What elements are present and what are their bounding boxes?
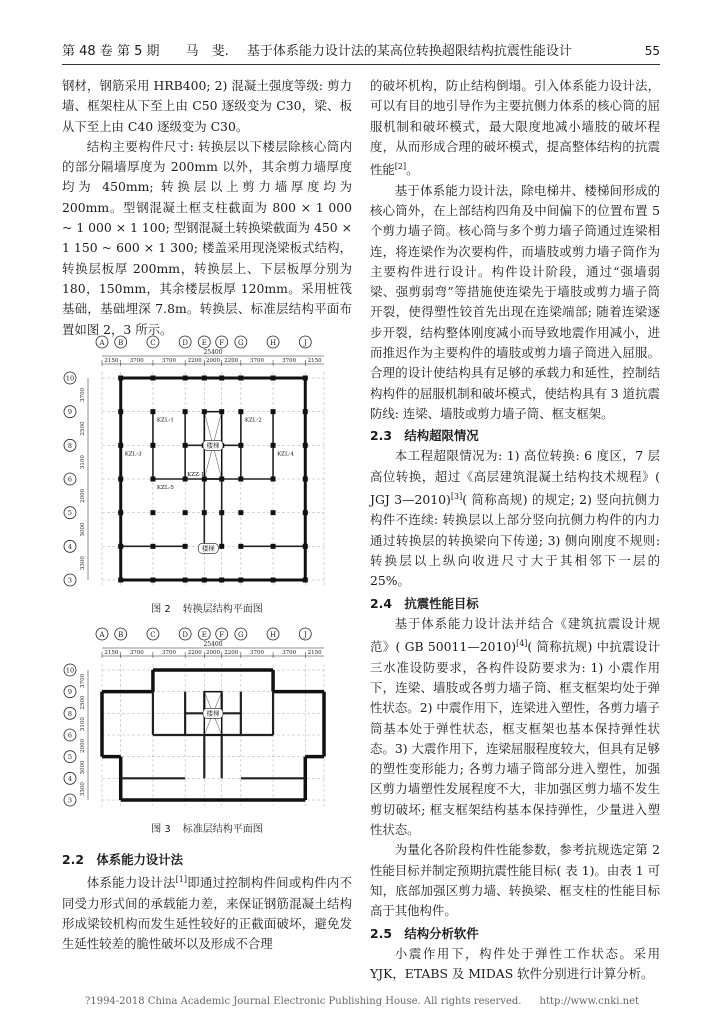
side-dimension: 3300 [80,556,86,571]
frame-column [271,510,276,515]
figure-2-caption [62,600,352,615]
figure-2-title: 转换层结构平面图 [182,604,263,615]
frame-column [238,510,243,515]
total-dimension: 25400 [203,641,223,648]
frame-column [219,510,224,515]
segment-dimension: 2200 [224,650,239,656]
text-span: ( 简称抗规) 中抗震设计三水准设防要求，各构件设防要求为: 1) 小震作用下，连梁、墙肢或各剪力墙子筒、框支框架均处于弹性状态。2) 中震作用下，连梁进入塑性，各剪力墙子筒基本处于弹性状态，框支框架也基本保持弹性状态。3) 大震作用下，连梁屈服程度较大，但具有足够的塑性变形能力; 各剪力墙子筒部分进入塑性，加强区剪力墙塑性发展程度不大，非加强区剪力墙不发生剪切破坏; 框支框架结构基本保持弹性，少量进入塑性状态。 [370,639,660,838]
axis-label: E [201,631,207,639]
frame-column [150,578,155,583]
segment-dimension: 2200 [187,358,202,364]
frame-column [150,544,155,549]
side-dimension: 3000 [80,522,86,537]
author-name: 马 斐. [185,44,229,59]
right-column [370,76,660,984]
citation-ref: [4] [516,639,528,649]
segment-dimension: 2150 [307,650,322,656]
axis-label: A [99,339,105,347]
header-rule [62,64,660,65]
frame-column [150,510,155,515]
paragraph-analysis-software: 小震作用下，构件处于弹性工作状态。采用 YJK，ETABS 及 MIDAS 软件分别进行计算分析。 [370,945,660,982]
heading-2-5: 2.5 结构分析软件 [370,925,479,941]
citation-ref: [3] [450,492,463,502]
frame-column [150,443,155,448]
text-span: 体系能力设计法 [86,875,176,891]
transfer-floor-plan-drawing [62,334,352,596]
side-dimension: 3700 [80,387,86,402]
side-dimension: 3700 [80,673,86,688]
frame-column [183,510,188,515]
frame-column [150,477,155,482]
text-span: 。 [406,162,419,178]
axis-label: J [303,339,307,347]
segment-dimension: 2000 [206,358,220,364]
member-label: KZL-2 [244,417,262,424]
frame-column [219,544,224,549]
stair-label: 楼梯 [206,441,220,450]
member-label: KZL-4 [277,451,295,458]
segment-dimension: 2150 [307,358,322,364]
row-label: 9 [67,408,73,417]
side-dimension: 2000 [80,738,86,753]
axis-label: B [118,631,124,639]
frame-column [271,578,276,583]
row-label: 10 [65,374,75,383]
frame-column [183,443,188,448]
page-number: 55 [644,44,660,58]
frame-column [150,409,155,414]
text-span: 基于体系能力设计法并结合《建筑抗震设计规范》( GB 50011—2010) [370,615,660,655]
frame-column [303,376,308,381]
frame-column [303,510,308,515]
side-dimension: 3100 [80,717,86,732]
segment-dimension: 2000 [206,650,220,656]
segment-dimension: 3700 [282,650,297,656]
figure-3 [62,626,352,835]
frame-column [202,510,207,515]
axis-label: F [219,339,225,347]
member-label: KZL-1 [156,417,174,424]
paragraph-failure-mechanism [370,76,660,181]
segment-dimension: 2150 [104,650,119,656]
paragraph-system-capacity [62,870,352,954]
paragraph-materials: 钢材，钢筋采用 HRB400; 2) 混凝土强度等级: 剪力墙、框架柱从下至上由 C50 逐级变为 C30，梁、板从下至上由 C40 逐级变为 C30。 [62,78,352,134]
frame-column [118,578,123,583]
text-span: 的破坏机构，防止结构倒塌。引入体系能力设计法，可以有目的地引导作为主要抗侧力体系的核心筒的屈服机制和破坏模式，最大限度地减小墙肢的破坏程度，从而形成合理的破坏模式，提高整体结构的抗震性能 [370,78,660,178]
paragraph-performance-parameters: 为量化各阶段构件性能参数，参考抗规选定第 2 性能目标并制定预期抗震性能目标( 表 1)。由表 1 可知，底部加强区剪力墙、转换梁、框支柱的性能目标高于其他构件。 [370,842,660,919]
segment-dimension: 2200 [224,358,239,364]
frame-column [118,443,123,448]
row-label: 9 [67,688,73,697]
row-label: 8 [67,441,73,450]
row-label: 10 [65,666,75,675]
segment-dimension: 2200 [187,650,202,656]
side-dimension: 3000 [80,760,86,775]
side-dimension: 2000 [80,488,86,503]
member-label: KZZ-1 [187,472,205,478]
row-label: 4 [67,774,73,783]
segment-dimension: 3700 [282,358,297,364]
frame-column [303,477,308,482]
axis-label: G [238,631,244,639]
heading-2-3: 2.3 结构超限情况 [370,428,479,444]
frame-column [202,409,207,414]
row-label: 5 [67,509,73,518]
journal-issue: 第 48 卷 第 5 期 [62,44,160,59]
axis-label: A [99,631,105,639]
segment-dimension: 3700 [162,650,177,656]
axis-label: G [238,339,244,347]
running-header [62,38,660,60]
axis-label: J [303,631,307,639]
paragraph-performance-targets [370,614,660,840]
figure-3-number: 图 3 [151,824,171,835]
axis-label: E [201,339,207,347]
frame-column [219,477,224,482]
segment-dimension: 3700 [162,358,177,364]
citation-ref: [1] [175,875,187,885]
axis-label: H [270,631,277,639]
figure-2-number: 图 2 [151,604,171,615]
row-label: 6 [67,475,73,484]
axis-label: C [150,339,156,347]
segment-dimension: 3700 [249,650,264,656]
row-label: 3 [67,796,73,805]
frame-column [183,578,188,583]
frame-column [303,409,308,414]
frame-column [183,409,188,414]
frame-column [238,376,243,381]
frame-column [271,477,276,482]
frame-column [238,578,243,583]
row-label: 6 [67,731,73,740]
axis-label: F [219,631,225,639]
frame-column [219,376,224,381]
frame-column [202,376,207,381]
left-column-bottom [62,848,352,955]
frame-column [271,376,276,381]
frame-column [271,409,276,414]
side-dimension: 2500 [80,421,86,436]
side-dimension: 3300 [80,782,86,797]
figure-3-caption [62,820,352,835]
side-dimension: 3100 [80,455,86,470]
paragraph-irregularities [370,446,660,591]
stair-label: 楼梯 [206,709,220,718]
stair-label: 楼梯 [201,544,215,553]
standard-floor-plan-drawing [62,626,352,816]
footer [0,996,724,1007]
frame-column [219,409,224,414]
frame-column [238,477,243,482]
paragraph-member-sizes: 结构主要构件尺寸: 转换层以下楼层除核心筒内的部分隔墙厚度为 200mm 以外，其余剪力墙厚度均为 450mm; 转换层以上剪力墙厚度均为 200mm。型钢混凝土框支柱截面为 800 × 1 000 ~ 1 000 × 1 100; 型钢混凝土转换梁截面为 450 × 1 150 ~ 600 × 1 300; 楼盖采用现浇梁板式结构，转换层板厚 200mm，转换层上、下层板厚分别为 180，150mm，其余楼层板厚 120mm。采用桩筏基础，基础埋深 7.8m。转换层、标准层结构平面布置如图 2，3 所示。 [62,138,352,337]
segment-dimension: 2150 [104,358,119,364]
frame-column [118,409,123,414]
citation-ref: [2] [394,162,407,172]
member-label: KZL-3 [124,451,142,458]
segment-dimension: 3700 [249,358,264,364]
segment-dimension: 3700 [129,358,144,364]
axis-label: B [118,339,124,347]
heading-2-2: 2.2 体系能力设计法 [62,852,184,867]
frame-column [238,443,243,448]
footer-url: http://www.cnki.net [539,996,640,1007]
member-label: KZL-5 [156,485,174,491]
frame-column [150,376,155,381]
axis-label: D [182,631,188,639]
axis-label: C [150,631,156,639]
paper-title: 基于体系能力设计法的某高位转换超限结构抗震性能设计 [246,44,572,59]
row-label: 3 [67,576,73,585]
axis-label: D [182,339,188,347]
row-label: 4 [67,542,73,551]
figure-3-title: 标准层结构平面图 [182,824,263,835]
heading-2-4: 2.4 抗震性能目标 [370,595,479,611]
frame-column [238,544,243,549]
text-span: 即通过控制构件间或构件内不同受力形式间的承载能力差，来保证钢筋混凝土结构形成梁铰机构而发生延性较好的正截面破坏，避免发生延性较差的脆性破坏以及形成不合理 [62,875,353,952]
text-span: 本工程超限情况为: 1) 高位转换: 6 度区，7 层高位转换，超过《高层建筑混凝土结构技术规程》( JGJ 3—2010) [370,448,660,508]
total-dimension: 25400 [203,349,223,356]
side-dimension: 2500 [80,695,86,710]
frame-column [183,376,188,381]
frame-column [118,544,123,549]
text-span: ( 简称高规) 的规定; 2) 竖向抗侧力构件不连续: 转换层以上部分竖向抗侧力构件的内力通过转换层的转换梁向下传递; 3) 侧向刚度不规则: 转换层以上纵向收进尺寸大于其相邻下一层的 25%。 [370,492,660,589]
axis-label: H [270,339,277,347]
segment-dimension: 3700 [129,650,144,656]
frame-column [118,376,123,381]
paragraph-core-tube-design: 基于体系能力设计法，除电梯井、楼梯间形成的核心筒外，在上部结构四角及中间偏下的位置布置 5 个剪力墙子筒。核心筒与多个剪力墙子筒通过连梁相连，将连梁作为次要构件，而墙肢或剪力墙子筒作为主要构件进行设计。构件设计阶段，通过“强墙弱梁、强剪弱弯”等措施使连梁先于墙肢或剪力墙子筒开裂，使得塑性铰首先出现在连梁端部; 随着连梁逐步开裂，结构整体刚度减小而导致地震作用减小，进而推迟作为主要构件的墙肢或剪力墙子筒进入屈服。合理的设计使结构具有足够的承载力和延性，控制结构构件的屈服机制和破坏模式，使结构具有 3 道抗震防线: 连梁、墙肢或剪力墙子筒、框支框架。 [370,182,660,421]
frame-column [271,443,276,448]
frame-column [183,544,188,549]
frame-column [219,578,224,583]
left-column-top [62,76,352,340]
frame-column [238,409,243,414]
frame-column [303,578,308,583]
frame-column [202,578,207,583]
header-left [62,40,572,59]
frame-column [118,510,123,515]
frame-column [303,443,308,448]
frame-column [303,544,308,549]
row-label: 8 [67,709,73,718]
copyright-text: ?1994-2018 China Academic Journal Electronic Publishing House. All rights reserved. [84,996,522,1007]
row-label: 5 [67,753,73,762]
frame-column [118,477,123,482]
figure-2 [62,334,352,615]
frame-column [271,544,276,549]
